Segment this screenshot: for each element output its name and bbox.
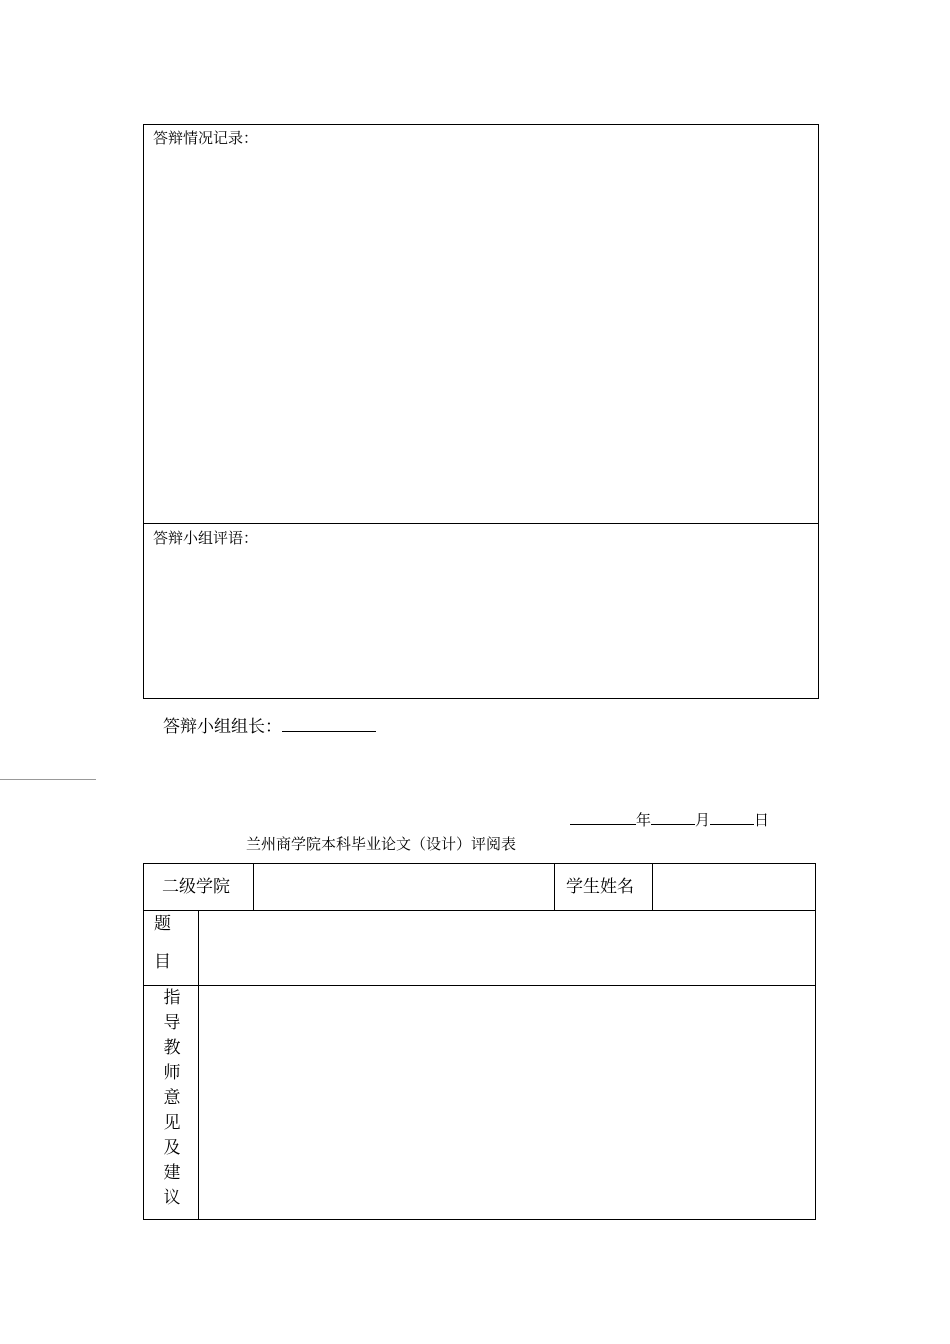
month-blank[interactable] [651,808,695,825]
topic-label-char-1: 题 [154,914,171,934]
date-line [570,808,769,829]
page-separator [0,779,96,780]
day-blank[interactable] [710,808,754,825]
student-name-field[interactable] [653,864,815,910]
advisor-comments-field[interactable] [199,986,815,1219]
defense-leader-blank[interactable] [282,715,376,732]
defense-record-field[interactable] [144,150,818,522]
college-label: 二级学院 [162,877,230,897]
college-field[interactable] [254,864,554,910]
defense-record-label: 答辩情况记录： [153,129,259,147]
defense-leader-label: 答辩小组组长： [163,717,282,737]
advisor-label-char: 意 [163,1088,181,1108]
advisor-comments-label [160,986,184,1211]
month-label: 月 [695,811,711,829]
advisor-label-char: 及 [163,1138,181,1158]
advisor-label-char: 见 [163,1113,181,1133]
year-blank[interactable] [570,808,636,825]
defense-leader-signature [163,715,376,737]
defense-divider [143,523,819,524]
topic-field[interactable] [199,911,815,985]
topic-label-char-2: 目 [154,952,171,972]
year-label: 年 [636,811,652,829]
review-form-title: 兰州商学院本科毕业论文（设计）评阅表 [246,835,517,853]
advisor-label-char: 教 [163,1038,181,1058]
defense-comment-label: 答辩小组评语： [153,529,259,547]
defense-comment-field[interactable] [144,550,818,698]
day-label: 日 [754,811,770,829]
col-divider-student [554,863,555,911]
advisor-label-char: 导 [163,1013,181,1033]
advisor-label-char: 师 [163,1063,181,1083]
advisor-label-char: 议 [163,1188,181,1208]
student-name-label: 学生姓名 [566,877,634,897]
topic-label [154,913,174,973]
advisor-label-char: 建 [163,1163,181,1183]
advisor-label-char: 指 [163,988,181,1008]
